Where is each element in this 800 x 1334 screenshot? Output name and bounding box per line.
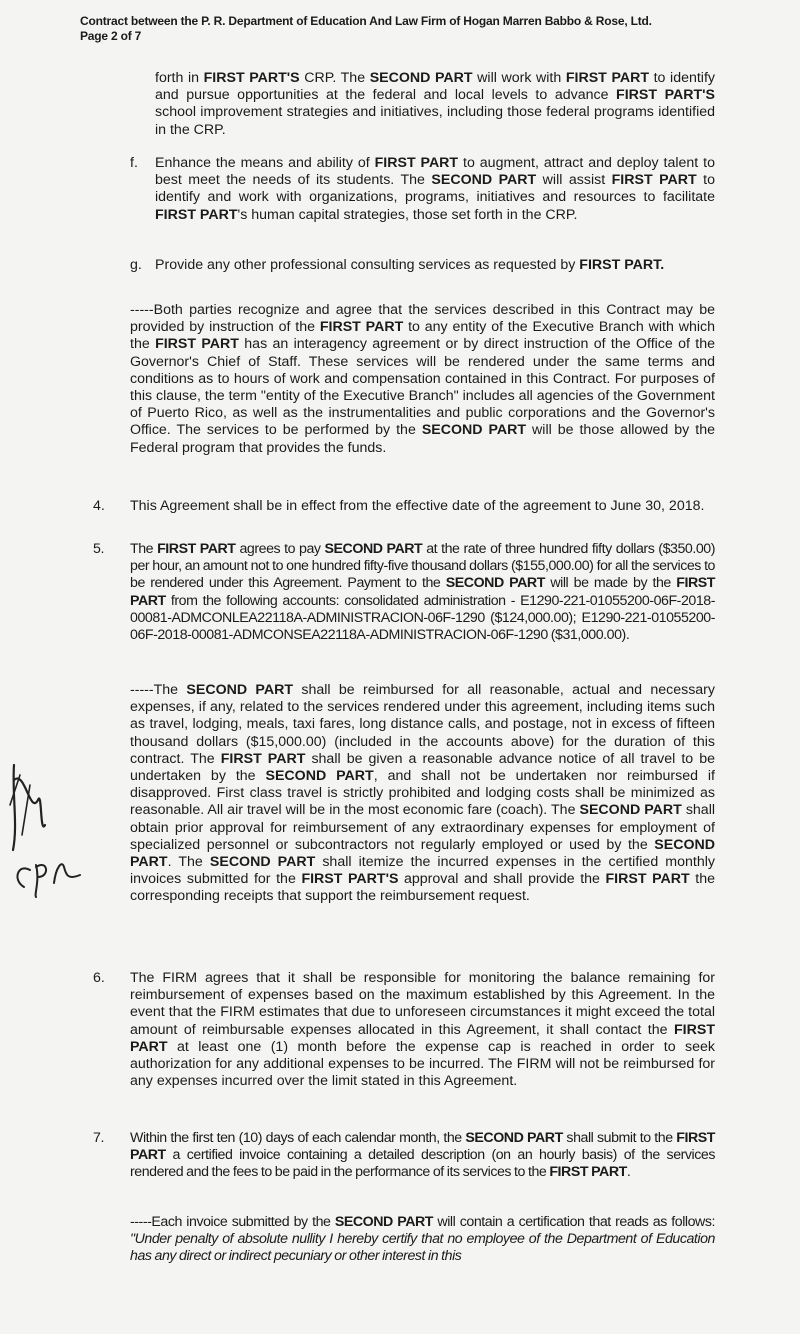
list-label-f: f. xyxy=(130,155,138,171)
text-run: . The xyxy=(167,854,210,871)
text-run: Within the first ten (10) days of each calendar month, the xyxy=(130,1130,466,1146)
bold-term: FIRST PART'S xyxy=(301,871,399,888)
paragraph-invoice-certification xyxy=(130,1214,715,1266)
clause-number-6: 6. xyxy=(93,970,105,986)
text-run: CRP. The xyxy=(299,70,370,86)
text-run: will assist xyxy=(536,172,612,189)
bold-term: SECOND PART xyxy=(324,541,423,557)
bold-term: FIRST PART xyxy=(374,155,459,171)
bold-term: FIRST PART xyxy=(605,871,690,888)
bold-term: FIRST PART xyxy=(155,336,239,353)
text-run: Enhance the means and ability of xyxy=(155,155,375,171)
list-text-g xyxy=(155,257,715,274)
bold-term: SECOND PART xyxy=(579,802,682,819)
text-run: at least one (1) month before the expense cap is reached in order to seek authorization for any additional expenses to be incurred. The FIRM will not be reimbursed for any expenses incurred over the limit stated in this Agreement. xyxy=(130,1038,715,1090)
margin-initials-signature xyxy=(0,755,95,900)
paragraph-e-continued xyxy=(155,70,715,139)
bold-term: SECOND PART xyxy=(445,575,545,592)
text-run: This Agreement shall be in effect from the effective date of the agreement to June 30, 2018. xyxy=(130,498,705,514)
clause-text-7 xyxy=(130,1130,715,1182)
bold-term: FIRST PART xyxy=(611,172,697,189)
text-run: shall itemize the incurred expenses in the certified monthly invoices submitted for the xyxy=(130,854,715,888)
text-run: to any entity of the Executive Branch with which the xyxy=(130,319,715,353)
bold-term: FIRST PART xyxy=(130,1021,715,1055)
text-run: shall be given a reasonable advance notice of all travel to be undertaken by the xyxy=(130,750,716,785)
clause-number-4: 4. xyxy=(93,498,105,514)
bold-term: SECOND PART xyxy=(431,172,537,189)
bold-term: FIRST PART xyxy=(130,1130,716,1164)
text-run: . xyxy=(626,1164,631,1181)
text-run: 's human capital strategies, those set forth in the CRP. xyxy=(237,206,578,223)
text-run: , and shall not be undertaken nor reimbursed if disapproved. First class travel is strictly prohibited and lodging costs shall be minimized as reasonable. All air travel will be in the most economic fare (coach). The xyxy=(130,768,715,819)
text-run: to augment, attract and deploy talent to best meet the needs of its students. The xyxy=(155,155,715,189)
clause-number-7: 7. xyxy=(93,1130,104,1146)
bold-term: SECOND PART xyxy=(421,422,527,439)
list-text-f xyxy=(155,155,715,224)
text-run: The FIRM agrees that it shall be responsible for monitoring the balance remaining for reimbursement of expenses based on the maximum established by this Agreement. In the event that the FIRM estimates that due to unforeseen circumstances it might exceed the total amount of reimbursable expenses allocated in this Agreement, it shall contact the xyxy=(130,970,715,1038)
text-run: -----Each invoice submitted by the xyxy=(130,1214,335,1230)
text-run: the corresponding receipts that support the reimbursement request. xyxy=(130,871,715,905)
list-label-g: g. xyxy=(130,257,142,273)
bold-term: FIRST PART xyxy=(565,70,650,86)
text-run: from the following accounts: consolidated administration - E1290-221-01055200-06F-2018-00081-ADMCONLEA22118A-ADMINISTRACION-06F-1290 ($124,000.00); E1290-221-01055200-06F-2018-00081-ADMCONSEA22118A-ADMINISTRACION-06F-1290 ($31,000.00). xyxy=(130,592,715,644)
bold-term: SECOND PART xyxy=(265,768,374,785)
text-run: to identify and pursue opportunities at the federal and local levels to advance xyxy=(155,70,715,104)
bold-term: SECOND PART xyxy=(130,836,715,871)
header-page-number: Page 2 of 7 xyxy=(80,29,142,43)
clause-text-4 xyxy=(130,498,715,515)
text-run: shall be reimbursed for all reasonable, actual and necessary expenses, if any, related to the services rendered under this agreement, including items such as travel, lodging, meals, taxi fares, long distance calls, and postage, not in excess of fifteen thousand dollars ($15,000.00) (included in the accounts above) for the duration of this contract. The xyxy=(130,682,715,767)
bold-term: FIRST PART xyxy=(319,319,404,336)
text-run: to identify and work with organizations, programs, initiatives and resources to facilitate xyxy=(155,172,715,206)
clause-text-6 xyxy=(130,970,715,1090)
paragraph-reimbursement xyxy=(130,682,715,906)
bold-term: SECOND PART xyxy=(369,70,473,86)
clause-number-5: 5. xyxy=(93,541,104,557)
text-run: Provide any other professional consulting services as requested by xyxy=(155,257,580,273)
bold-term: SECOND PART xyxy=(209,854,316,871)
text-run: shall obtain prior approval for reimbursement of any extraordinary expenses for employment of specialized personnel or subcontractors not regularly employed or used by the xyxy=(130,802,715,853)
bold-term: FIRST PART'S xyxy=(616,87,715,104)
text-run: will be those allowed by the Federal program that provides the funds. xyxy=(130,422,715,456)
header-title: Contract between the P. R. Department of Education And Law Firm of Hogan Marren Babbo & Rose, Ltd. xyxy=(80,14,652,28)
bold-term: FIRST PART xyxy=(130,575,715,609)
text-run: a certified invoice containing a detailed description (on an hourly basis) of the services rendered and the fees to be paid in the performance of its services to the xyxy=(130,1147,715,1181)
text-run: school improvement strategies and initiatives, including those federal programs identified in the CRP. xyxy=(155,104,715,138)
text-run: The xyxy=(130,541,158,557)
bold-term: SECOND PART xyxy=(186,682,294,698)
bold-term: FIRST PART xyxy=(157,541,236,557)
text-run: agrees to pay xyxy=(235,541,325,557)
text-run: approval and shall provide the xyxy=(398,871,606,888)
text-run: -----Both parties recognize and agree that the services described in this Contract may be provided by instruction of the xyxy=(130,302,715,336)
clause-text-5 xyxy=(130,541,715,644)
bold-term: SECOND PART xyxy=(334,1214,434,1230)
text-run: -----The xyxy=(130,682,187,698)
text-run: will contain a certification that reads as follows: xyxy=(433,1214,715,1230)
bold-term: FIRST PART xyxy=(549,1164,627,1181)
text-run: shall submit to the xyxy=(562,1130,677,1146)
bold-term: FIRST PART. xyxy=(579,257,665,273)
page-header xyxy=(80,14,652,44)
bold-term: FIRST PART'S xyxy=(203,70,300,86)
text-run: will work with xyxy=(472,70,566,86)
text-run: at the rate of three hundred fifty dollars ($350.00) per hour, an amount not to one hundred fifty-five thousand dollars ($155,000.00) for all the services to be rendered under this Agreement. Payment to the xyxy=(130,541,715,592)
text-run: forth in xyxy=(155,70,204,86)
bold-term: FIRST PART xyxy=(220,750,306,767)
paragraph-both-parties xyxy=(130,302,715,457)
text-run: will be made by the xyxy=(544,575,677,592)
italic-quote: "Under penalty of absolute nullity I hereby certify that no employee of the Department of Education has any direct or indirect pecuniary or other interest in this xyxy=(130,1231,715,1265)
bold-term: FIRST PART xyxy=(155,206,238,223)
bold-term: SECOND PART xyxy=(465,1130,563,1146)
text-run: has an interagency agreement or by direct instruction of the Office of the Governor's Chief of Staff. These services will be rendered under the same terms and conditions as to hours of work and compensation contained in this Contract. For purposes of this clause, the term "entity of the Executive Branch" includes all agencies of the Government of Puerto Rico, as well as the instrumentalities and public corporations and the Governor's Office. The services to be performed by the xyxy=(130,336,715,439)
